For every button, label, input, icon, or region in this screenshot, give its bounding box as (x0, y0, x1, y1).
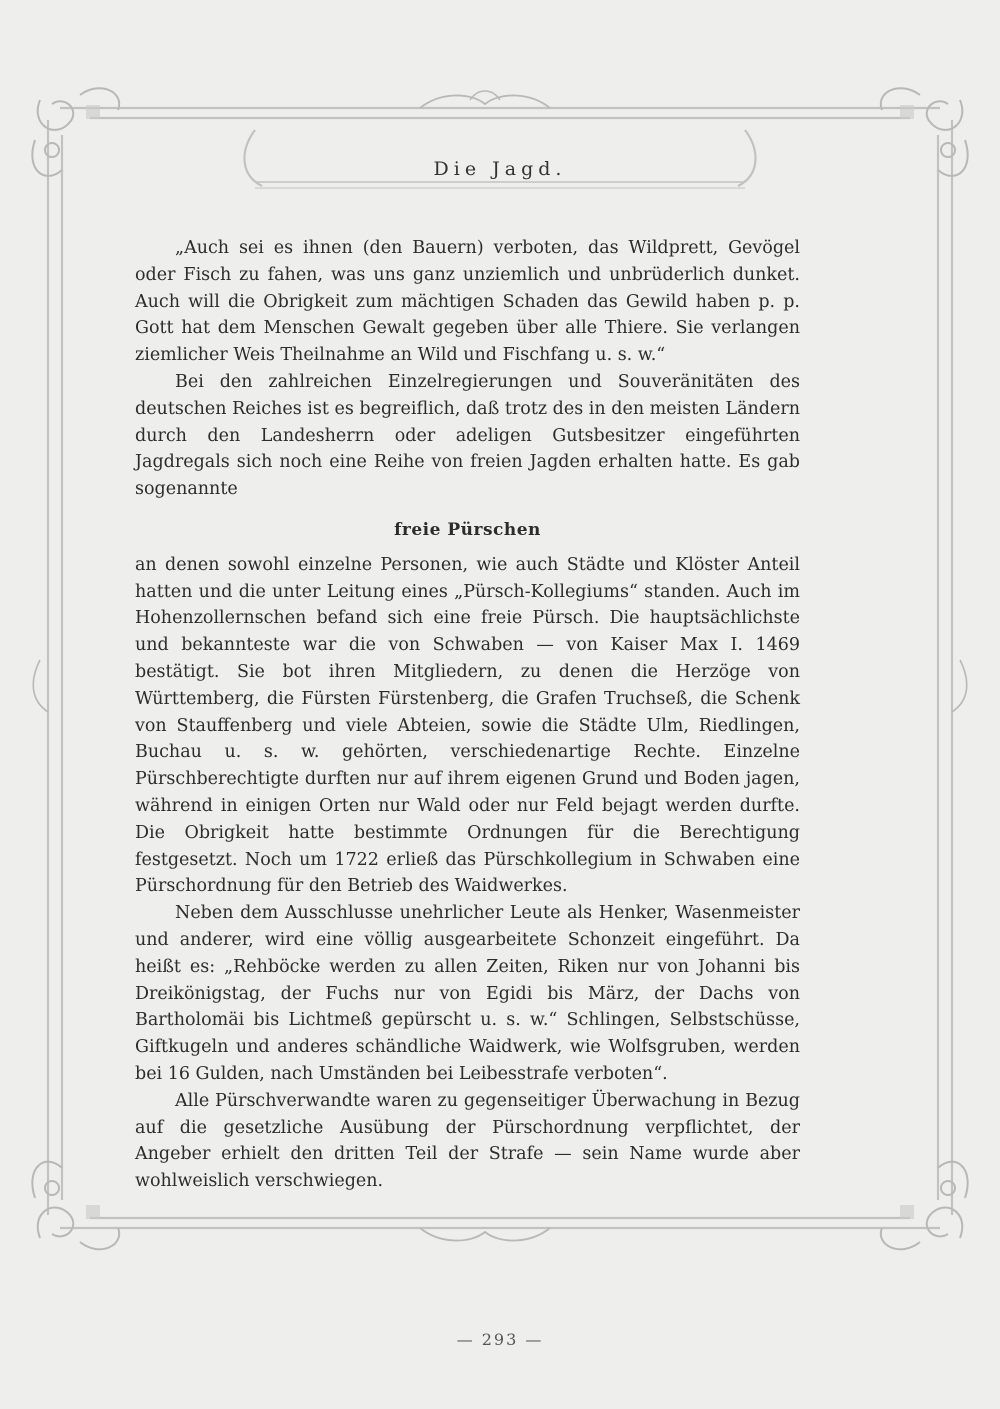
paragraph-purschen: an denen sowohl einzelne Personen, wie auch Städte und Klöster Anteil hatten und die unter Leitung eines „Pürsch-Kollegiums“ standen. Auch im Hohenzollernschen befand sich eine freie Pürsch. Die hauptsächlichste und bekannteste war die von Schwaben — von Kaiser Max I. 1469 bestätigt. Sie bot ihren Mitgliedern, zu denen die Herzöge von Württemberg, die Fürsten Fürstenberg, die Grafen Truchseß, die Schenk von Stauffenberg und viele Abteien, sowie die Städte Ulm, Riedlingen, Buchau u. s. w. gehörten, verschiedenartige Rechte. Einzelne Pürschberechtigte durften nur auf ihrem eigenen Grund und Boden jagen, während in einigen Orten nur Wald oder nur Feld bejagt werden durfte. Die Obrigkeit hatte bestimmte Ordnungen für die Berechtigung festgesetzt. Noch um 1722 erließ das Pürschkollegium in Schwaben eine Pürschordnung für den Betrieb des Waidwerkes. (135, 554, 800, 897)
paragraph-uberwachung: Alle Pürschverwandte waren zu gegenseitiger Überwachung in Bezug auf die gesetzliche Ausübung der Pürschordnung verpflichtet, der Angeber erhielt den dritten Teil der Strafe — sein Name wurde aber wohlweislich verschwiegen. (135, 1090, 800, 1192)
paragraph-schonzeit: Neben dem Ausschlusse unehrlicher Leute als Henker, Wasenmeister und anderer, wird eine völlig ausgearbeitete Schonzeit eingeführt. Da heißt es: „Rehböcke werden zu allen Zeiten, Riken nur von Johanni bis Dreikönigstag, der Fuchs nur von Egidi bis März, der Dachs von Bartholomäi bis Lichtmeß gepürscht u. s. w.“ Schlingen, Selbstschüsse, Giftkugeln und anderes schändliche Waidwerk, wie Wolfsgruben, werden bei 16 Gulden, nach Umständen bei Leibesstrafe verboten“. (135, 903, 800, 1084)
paragraph-quote: „Auch sei es ihnen (den Bauern) verboten, das Wildprett, Gevögel oder Fisch zu fahen, was uns ganz unziemlich und unbrüderlich dunket. Auch will die Obrigkeit zum mächtigen Schaden das Gewild haben p. p. Gott hat dem Menschen Gewalt gegeben über alle Thiere. Sie verlangen ziemlicher Weis Theilnahme an Wild und Fischfang u. s. w.“ (135, 238, 800, 366)
page-number: — 293 — (456, 1330, 544, 1349)
section-heading: freie Pürschen (394, 519, 541, 540)
paragraph-intro: Bei den zahlreichen Einzelregierungen und Souveränitäten des deutschen Reiches ist es begreiflich, daß trotz des in den meisten Ländern durch den Landesherrn oder adeligen Gutsbesitzer eingeführten Jagdregals sich noch eine Reihe von freien Jagden erhalten hatte. Es gab sogenannte (135, 371, 800, 500)
body-text (135, 235, 800, 1195)
running-header-title: Die Jagd. (433, 158, 567, 180)
